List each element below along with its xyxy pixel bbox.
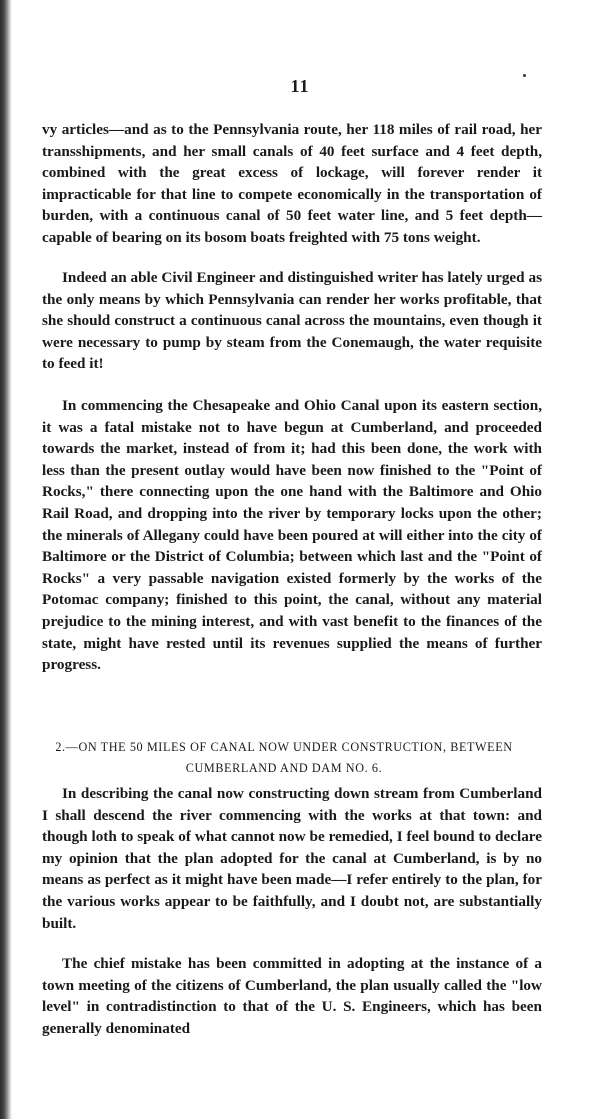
paragraph-pennsylvania-route: vy articles—and as to the Pennsylvania route, her 118 miles of rail road, her transshipments, and her small canals of 40 feet surface and 4 feet depth, combined with the great excess of lockage, will forever render it impracticable for that line to compete economically in the transportation of burden, with a continuous canal of 50 feet water line, and 5 feet depth—capable of bearing on its bosom boats freighted with 75 tons weight. <box>42 121 542 246</box>
paragraph-chief-mistake: The chief mistake has been committed in adopting at the instance of a town meeting of the citizens of Cumberland, the plan usually called the "low level" in contradistinction to that of the U. S. Engineers, which has been generally denominated <box>42 955 542 1037</box>
paragraph-civil-engineer: Indeed an able Civil Engineer and distinguished writer has lately urged as the only means by which Pennsylvania can render her works profitable, that she should construct a continuous canal across the mountains, even though it were necessary to pump by steam from the Conemaugh, the water requisite to feed it! <box>42 269 542 373</box>
paragraph-chesapeake-ohio-canal: In commencing the Chesapeake and Ohio Canal upon its eastern section, it was a fatal mistake not to have begun at Cumberland, and proceeded towards the market, instead of from it; had this been done, the work with less than the present outlay would have been now finished to the "Point of Rocks," there connecting upon the one hand with the Baltimore and Ohio Rail Road, and dropping into the river by temporary locks upon the other; the minerals of Allegany could have been poured at will either into the city of Baltimore or the District of Columbia; between which last and the "Point of Rocks" a very passable navigation existed formerly by the works of the Potomac company; finished to this point, the canal, without any material prejudice to the mining interest, and with vast benefit to the finances of the state, might have rested until its revenues supplied the means of further progress. <box>42 397 542 674</box>
paragraph-describing-canal: In describing the canal now constructing down stream from Cumberland I shall descend the river commencing with the works at that town: and though loth to speak of what cannot now be remedied, I feel bound to declare my opinion that the plan adopted for the canal at Cumberland, is by no means as perfect as it might have been made—I refer entirely to the plan, for the various works appear to be faithfully, and I doubt not, are substantially built. <box>42 785 542 932</box>
book-binding-edge <box>0 0 12 1119</box>
section-heading: 2.—ON THE 50 MILES OF CANAL NOW UNDER CONSTRUCTION, BETWEEN CUMBERLAND AND DAM NO. 6. <box>55 740 513 775</box>
page-number: 11 <box>290 76 310 96</box>
